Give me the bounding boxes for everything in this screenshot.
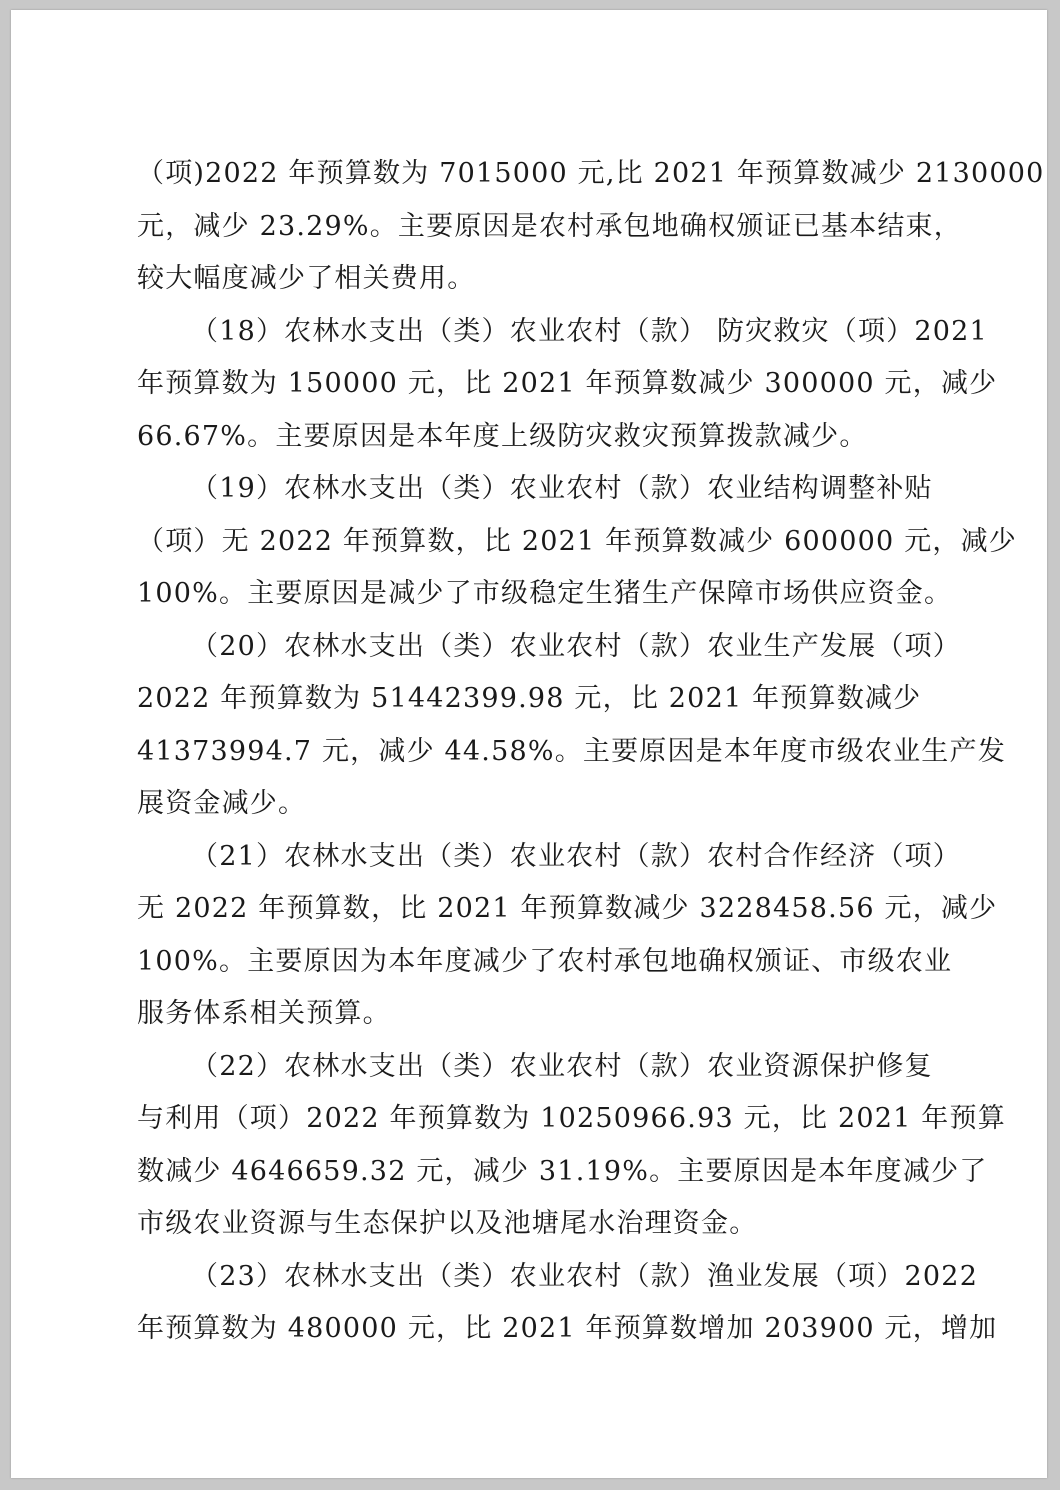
text-line: （项)2022 年预算数为 7015000 元,比 2021 年预算数减少 2130000 (137, 158, 1045, 189)
paragraph-22-start: （22）农林水支出（类）农业农村（款）农业资源保护修复 (191, 1050, 933, 1082)
document-page (11, 10, 1047, 1478)
text-line: 与利用（项）2022 年预算数为 10250966.93 元，比 2021 年预算 (137, 1103, 1006, 1134)
text-line: 服务体系相关预算。 (137, 998, 391, 1029)
text-line: 展资金减少。 (137, 788, 307, 819)
text-line: 100%。主要原因为本年度减少了农村承包地确权颁证、市级农业 (137, 945, 953, 977)
paragraph-20-start: （20）农林水支出（类）农业农村（款）农业生产发展（项） (191, 630, 961, 662)
text-line: 较大幅度减少了相关费用。 (137, 263, 476, 294)
document-body (137, 148, 1045, 1356)
text-line: 41373994.7 元，减少 44.58%。主要原因是本年度市级农业生产发 (137, 735, 1006, 767)
text-line: 市级农业资源与生态保护以及池塘尾水治理资金。 (137, 1208, 758, 1239)
paragraph-23-start: （23）农林水支出（类）农业农村（款）渔业发展（项）2022 (191, 1260, 979, 1292)
paragraph-18-start: （18）农林水支出（类）农业农村（款） 防灾救灾（项）2021 (191, 315, 988, 347)
text-line: 2022 年预算数为 51442399.98 元，比 2021 年预算数减少 (137, 683, 922, 714)
text-line: 元，减少 23.29%。主要原因是农村承包地确权颁证已基本结束， (137, 210, 962, 242)
text-line: 年预算数为 150000 元，比 2021 年预算数减少 300000 元，减少 (137, 368, 998, 399)
text-line: （项）无 2022 年预算数，比 2021 年预算数减少 600000 元，减少 (137, 525, 1017, 557)
text-line: 年预算数为 480000 元，比 2021 年预算数增加 203900 元，增加 (137, 1313, 998, 1344)
text-line: 66.67%。主要原因是本年度上级防灾救灾预算拨款减少。 (137, 420, 868, 452)
paragraph-21-start: （21）农林水支出（类）农业农村（款）农村合作经济（项） (191, 840, 961, 872)
paragraph-19-start: （19）农林水支出（类）农业农村（款）农业结构调整补贴 (191, 473, 933, 504)
text-line: 数减少 4646659.32 元，减少 31.19%。主要原因是本年度减少了 (137, 1155, 988, 1187)
text-line: 100%。主要原因是减少了市级稳定生猪生产保障市场供应资金。 (137, 578, 953, 609)
text-line: 无 2022 年预算数，比 2021 年预算数减少 3228458.56 元，减少 (137, 893, 998, 924)
